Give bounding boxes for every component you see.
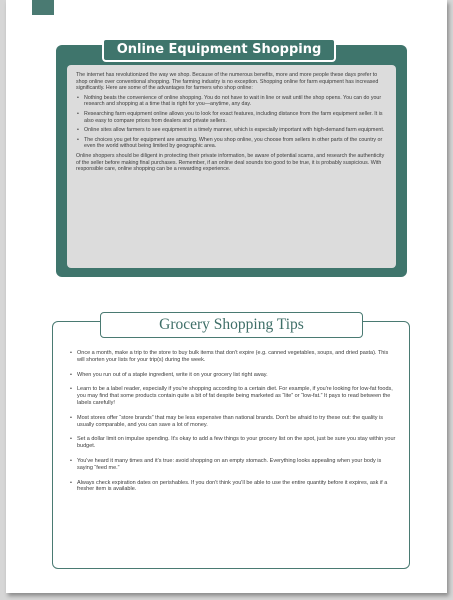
equipment-closing: Online shoppers should be diligent in protecting their private information, be aware of potential scams, and research the authenticity of the seller before making final purchases. Remember, if an online deal sounds too good to be true, it is probably suspicious. With responsible care, online shopping can be a rewarding experience. bbox=[76, 152, 385, 173]
grocery-tip: • Most stores offer “store brands” that may be less expensive than national brands. Don't be afraid to try these out: the quality is usually comparable, and you can save a lot of money. bbox=[70, 415, 396, 429]
equipment-bullet: • Online sites allow farmers to see equipment in a timely manner, which is especially important with high-demand farm equipment. bbox=[76, 127, 387, 134]
grocery-tip: • You've heard it many times and it's true: avoid shopping on an empty stomach. Everything looks appealing when your body is saying “feed me.” bbox=[70, 458, 396, 472]
grocery-tip-list bbox=[70, 350, 396, 501]
equipment-box bbox=[56, 45, 407, 277]
equipment-bullet: • The choices you get for equipment are amazing. When you shop online, you choose from sellers in other parts of the country or even the world without being limited by geographic area. bbox=[76, 137, 387, 150]
grocery-tip: • Always check expiration dates on perishables. If you don't think you'll be able to use the entire quantity before it expires, ask if a fresher item is available. bbox=[70, 480, 396, 494]
equipment-content bbox=[67, 65, 396, 268]
equipment-title: Online Equipment Shopping bbox=[102, 38, 336, 62]
equipment-bullet-list bbox=[76, 95, 387, 150]
grocery-tip: • Once a month, make a trip to the store to buy bulk items that don't expire (e.g. canned vegetables, soups, and dried pasta). This will shorten your lists for your trip(s) during the week. bbox=[70, 350, 396, 364]
corner-tab bbox=[32, 0, 54, 15]
grocery-title: Grocery Shopping Tips bbox=[100, 312, 363, 338]
equipment-bullet: • Researching farm equipment online allows you to look for exact features, including distance from the farm equipment seller. It is also easy to compare prices from dealers and private sellers. bbox=[76, 111, 387, 124]
equipment-intro: The internet has revolutionized the way we shop. Because of the numerous benefits, more and more people these days prefer to shop online over conventional shopping. The farming industry is no exception. Shopping online for farm equipment has increased significantly. Here are some of the advantages for farmers who shop online: bbox=[76, 72, 379, 92]
equipment-bullet: • Nothing beats the convenience of online shopping. You do not have to wait in line or wait until the shop opens. You can do your research and shopping at a time that is right for you—anytime, any day. bbox=[76, 95, 387, 108]
grocery-tip: • Set a dollar limit on impulse spending. It's okay to add a few things to your grocery list on the spot, just be sure you stay within your budget. bbox=[70, 436, 396, 450]
grocery-tip: • When you run out of a staple ingredient, write it on your grocery list right away. bbox=[70, 372, 396, 379]
document-page bbox=[6, 0, 447, 593]
grocery-tip: • Learn to be a label reader, especially if you're shopping according to a certain diet. For example, if you're looking for low-fat foods, you may find that some products contain quite a bit of fat despite being marketed as “lite” or “low-fat.” It pays to read between the labels carefully! bbox=[70, 386, 396, 406]
